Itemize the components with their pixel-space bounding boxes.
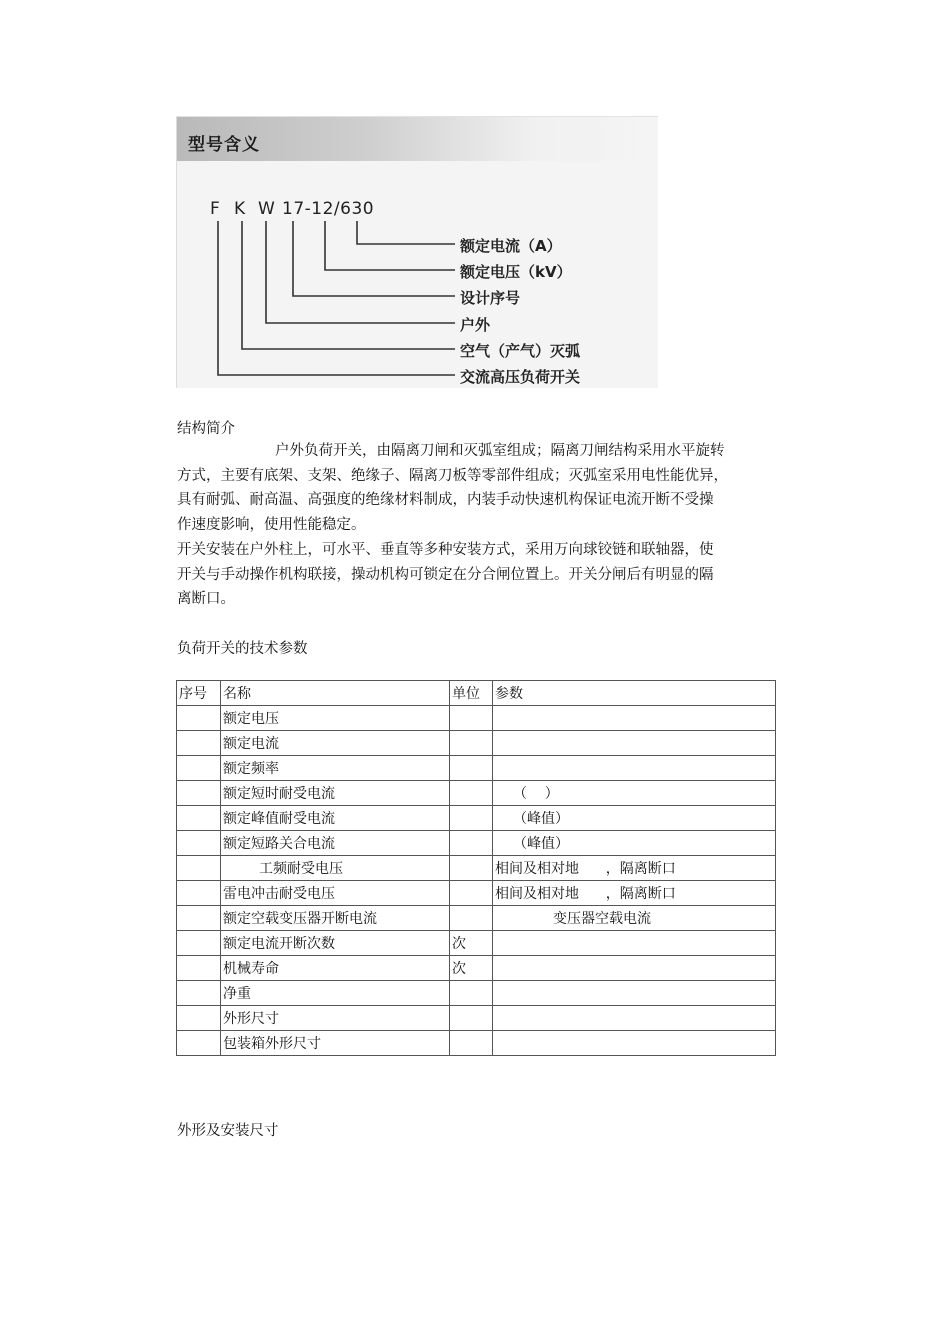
cell-unit bbox=[450, 831, 493, 856]
header-name: 名称 bbox=[221, 681, 450, 706]
cell-value bbox=[493, 756, 776, 781]
table-row bbox=[177, 756, 776, 781]
cell-unit bbox=[450, 806, 493, 831]
paragraph-line: 离断口。 bbox=[177, 591, 235, 607]
cell-value: 相间及相对地 ，隔离断口 bbox=[493, 856, 776, 881]
figure-title: 型号含义 bbox=[188, 135, 260, 155]
table-row bbox=[177, 806, 776, 831]
cell-name: 额定电流 bbox=[221, 731, 450, 756]
cell-unit bbox=[450, 756, 493, 781]
table-row bbox=[177, 956, 776, 981]
cell-unit bbox=[450, 981, 493, 1006]
legend-arc-quenching: 空气（产气）灭弧 bbox=[460, 342, 581, 360]
structure-heading: 结构简介 bbox=[177, 421, 235, 437]
cell-unit bbox=[450, 731, 493, 756]
cell-value: （峰值） bbox=[493, 831, 776, 856]
table-row bbox=[177, 856, 776, 881]
table-row bbox=[177, 881, 776, 906]
cell-index bbox=[177, 781, 221, 806]
paragraph-line: 开关安装在户外柱上，可水平、垂直等多种安装方式，采用万向球铰链和联轴器，使 bbox=[177, 542, 714, 558]
table-row bbox=[177, 781, 776, 806]
cell-value bbox=[493, 981, 776, 1006]
table-row bbox=[177, 831, 776, 856]
cell-unit bbox=[450, 1031, 493, 1056]
cell-unit bbox=[450, 881, 493, 906]
cell-name: 额定空载变压器开断电流 bbox=[221, 906, 450, 931]
paragraph-line: 具有耐弧、耐高温、高强度的绝缘材料制成，内装手动快速机构保证电流开断不受操 bbox=[177, 492, 714, 508]
cell-unit bbox=[450, 706, 493, 731]
model-code-k: K bbox=[234, 199, 246, 219]
cell-index bbox=[177, 1006, 221, 1031]
paragraph-line: 方式，主要有底架、支架、绝缘子、隔离刀板等零部件组成；灭弧室采用电性能优异， bbox=[177, 467, 728, 484]
cell-unit bbox=[450, 906, 493, 931]
spec-table bbox=[176, 680, 776, 1056]
paragraph-line: 开关与手动操作机构联接，操动机构可锁定在分合闸位置上。开关分闸后有明显的隔 bbox=[177, 566, 714, 583]
designation-leader-lines bbox=[177, 117, 658, 388]
model-code-f: F bbox=[210, 199, 220, 219]
cell-name: 工频耐受电压 bbox=[221, 856, 450, 881]
legend-rated-current: 额定电流（A） bbox=[460, 237, 562, 255]
table-row bbox=[177, 731, 776, 756]
leader-line-current bbox=[357, 221, 455, 244]
cell-index bbox=[177, 906, 221, 931]
cell-index bbox=[177, 756, 221, 781]
cell-index bbox=[177, 731, 221, 756]
cell-name: 额定电压 bbox=[221, 706, 450, 731]
cell-unit bbox=[450, 1006, 493, 1031]
paragraph-line: 作速度影响，使用性能稳定。 bbox=[177, 516, 366, 533]
header-unit: 单位 bbox=[450, 681, 493, 706]
cell-value: （ ） bbox=[493, 781, 776, 806]
cell-unit bbox=[450, 856, 493, 881]
cell-unit: 次 bbox=[450, 956, 493, 981]
cell-index bbox=[177, 931, 221, 956]
cell-index bbox=[177, 881, 221, 906]
cell-index bbox=[177, 806, 221, 831]
header-index: 序号 bbox=[177, 681, 221, 706]
cell-index bbox=[177, 831, 221, 856]
cell-value bbox=[493, 1031, 776, 1056]
legend-outdoor: 户外 bbox=[460, 316, 491, 334]
cell-unit bbox=[450, 781, 493, 806]
table-row bbox=[177, 1031, 776, 1056]
cell-value: 相间及相对地 ，隔离断口 bbox=[493, 881, 776, 906]
legend-load-switch: 交流高压负荷开关 bbox=[460, 368, 581, 386]
table-row bbox=[177, 1006, 776, 1031]
cell-name: 雷电冲击耐受电压 bbox=[221, 881, 450, 906]
cell-value: （峰值） bbox=[493, 806, 776, 831]
cell-value bbox=[493, 956, 776, 981]
table-row bbox=[177, 931, 776, 956]
cell-value bbox=[493, 1006, 776, 1031]
cell-value: 变压器空载电流 bbox=[493, 906, 776, 931]
paragraph-line: 户外负荷开关，由隔离刀闸和灭弧室组成；隔离刀闸结构采用水平旋转 bbox=[275, 443, 725, 459]
dimensions-heading: 外形及安装尺寸 bbox=[177, 1123, 279, 1139]
model-designation-figure bbox=[176, 116, 658, 388]
leader-line-outdoor bbox=[266, 221, 455, 323]
table-row bbox=[177, 706, 776, 731]
cell-name: 额定电流开断次数 bbox=[221, 931, 450, 956]
table-row bbox=[177, 981, 776, 1006]
cell-name: 机械寿命 bbox=[221, 956, 450, 981]
structure-paragraph-1 bbox=[177, 439, 777, 537]
leader-line-design bbox=[293, 221, 455, 296]
cell-name: 包装箱外形尺寸 bbox=[221, 1031, 450, 1056]
legend-rated-voltage: 额定电压（kV） bbox=[460, 263, 572, 281]
cell-index bbox=[177, 1031, 221, 1056]
table-row bbox=[177, 906, 776, 931]
cell-name: 额定短时耐受电流 bbox=[221, 781, 450, 806]
model-code-number: 17-12/630 bbox=[282, 199, 375, 219]
cell-name: 额定短路关合电流 bbox=[221, 831, 450, 856]
cell-unit: 次 bbox=[450, 931, 493, 956]
table-header-row bbox=[177, 681, 776, 706]
legend-design-number: 设计序号 bbox=[460, 289, 521, 307]
cell-value bbox=[493, 706, 776, 731]
leader-line-voltage bbox=[325, 221, 455, 270]
cell-index bbox=[177, 956, 221, 981]
leader-line-arc bbox=[242, 221, 455, 349]
cell-name: 外形尺寸 bbox=[221, 1006, 450, 1031]
cell-index bbox=[177, 981, 221, 1006]
cell-name: 额定频率 bbox=[221, 756, 450, 781]
header-value: 参数 bbox=[493, 681, 776, 706]
spec-heading: 负荷开关的技术参数 bbox=[177, 641, 308, 657]
cell-index bbox=[177, 856, 221, 881]
cell-index bbox=[177, 706, 221, 731]
cell-value bbox=[493, 931, 776, 956]
structure-paragraph-2 bbox=[177, 538, 777, 612]
cell-value bbox=[493, 731, 776, 756]
cell-name: 额定峰值耐受电流 bbox=[221, 806, 450, 831]
model-code-w: W bbox=[258, 199, 275, 219]
cell-name: 净重 bbox=[221, 981, 450, 1006]
